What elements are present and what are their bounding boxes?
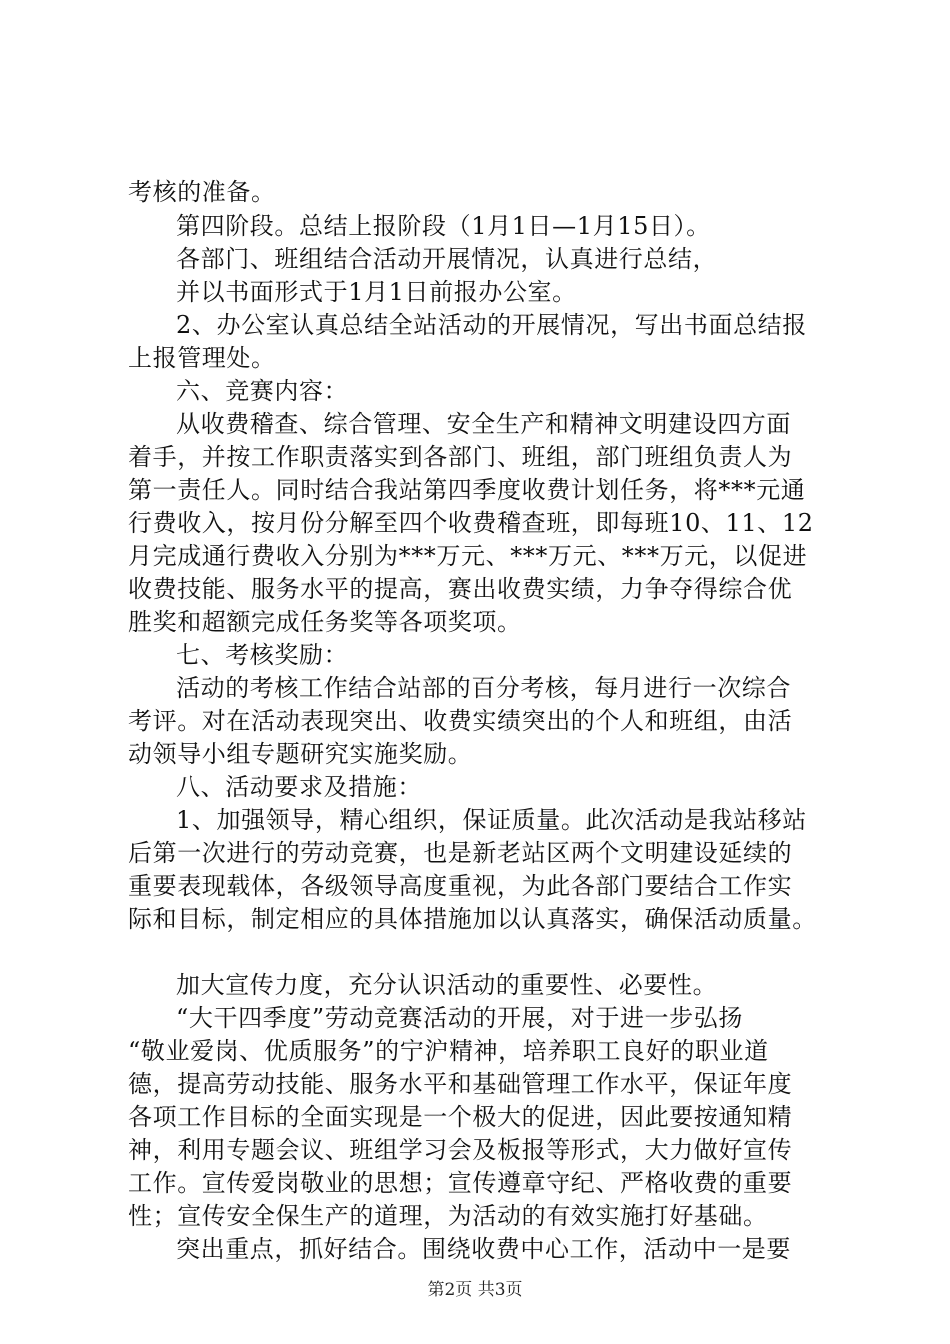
text-line: 考评。对在活动表现突出、收费实绩突出的个人和班组，由活 (128, 707, 793, 735)
text-line: 性；宣传安全保生产的道理，为活动的有效实施打好基础。 (128, 1202, 768, 1230)
text-line: 动领导小组专题研究实施奖励。 (128, 740, 473, 768)
text-line: 上报管理处。 (128, 344, 276, 372)
text-line: 神，利用专题会议、班组学习会及板报等形式，大力做好宣传 (128, 1136, 793, 1164)
text-line: “敬业爱岗、优质服务”的宁沪精神，培养职工良好的职业道 (128, 1037, 769, 1065)
text-line: 从收费稽查、综合管理、安全生产和精神文明建设四方面 (176, 410, 791, 438)
text-line: 际和目标，制定相应的具体措施加以认真落实，确保活动质量。 (128, 905, 817, 933)
text-line: “大干四季度”劳动竞赛活动的开展，对于进一步弘扬 (176, 1004, 743, 1032)
page-number-footer: 第2页 共3页 (427, 1280, 523, 1300)
text-line: 德，提高劳动技能、服务水平和基础管理工作水平，保证年度 (128, 1070, 793, 1098)
text-line: 加大宣传力度，充分认识活动的重要性、必要性。 (176, 971, 718, 999)
text-line: 各部门、班组结合活动开展情况，认真进行总结， (176, 245, 718, 273)
text-line: 第一责任人。同时结合我站第四季度收费计划任务，将***元通 (128, 476, 806, 504)
text-line: 活动的考核工作结合站部的百分考核，每月进行一次综合 (176, 674, 791, 702)
text-line: 胜奖和超额完成任务奖等各项奖项。 (128, 608, 522, 636)
text-line: 考核的准备。 (128, 178, 276, 206)
section-heading: 八、活动要求及措施： (176, 773, 422, 801)
text-line: 突出重点，抓好结合。围绕收费中心工作，活动中一是要 (176, 1235, 791, 1263)
text-line: 各项工作目标的全面实现是一个极大的促进，因此要按通知精 (128, 1103, 793, 1131)
text-line: 收费技能、服务水平的提高，赛出收费实绩，力争夺得综合优 (128, 575, 793, 603)
text-line: 后第一次进行的劳动竞赛，也是新老站区两个文明建设延续的 (128, 839, 793, 867)
text-line: 行费收入，按月份分解至四个收费稽查班，即每班10、11、12 (128, 509, 814, 537)
section-heading: 六、竞赛内容： (176, 377, 349, 405)
text-line: 月完成通行费收入分别为***万元、***万元、***万元，以促进 (128, 542, 808, 570)
text-line: 并以书面形式于1月1日前报办公室。 (176, 278, 577, 306)
text-line: 第四阶段。总结上报阶段（1月1日—1月15日）。 (176, 212, 711, 240)
text-line: 工作。宣传爱岗敬业的思想；宣传遵章守纪、严格收费的重要 (128, 1169, 793, 1197)
section-heading: 七、考核奖励： (176, 641, 349, 669)
text-line: 重要表现载体，各级领导高度重视，为此各部门要结合工作实 (128, 872, 793, 900)
text-line: 2、办公室认真总结全站活动的开展情况，写出书面总结报 (176, 311, 807, 339)
text-line: 1、加强领导，精心组织，保证质量。此次活动是我站移站 (176, 806, 807, 834)
text-line: 着手，并按工作职责落实到各部门、班组，部门班组负责人为 (128, 443, 793, 471)
